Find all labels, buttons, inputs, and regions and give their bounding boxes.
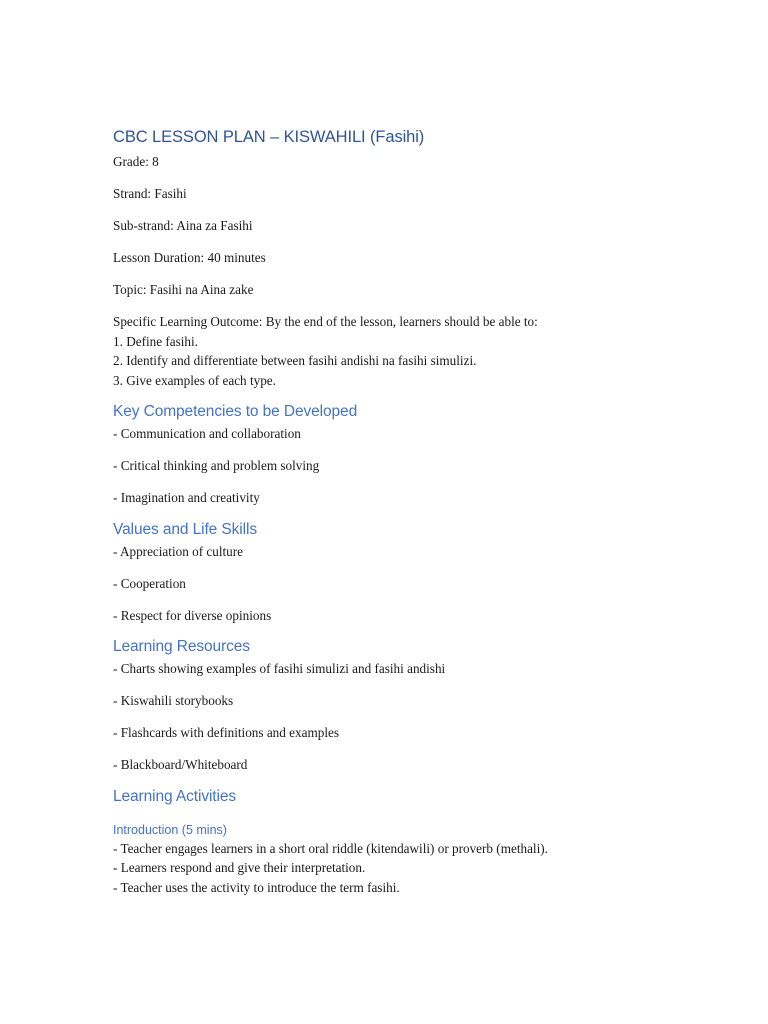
resource-item: - Charts showing examples of fasihi simulizi and fasihi andishi [113, 661, 446, 676]
grade-line: Grade: 8 [113, 154, 159, 169]
values-heading: Values and Life Skills [113, 520, 257, 538]
outcome-item: 3. Give examples of each type. [113, 372, 276, 388]
resource-item: - Blackboard/Whiteboard [113, 757, 248, 772]
resources-heading: Learning Resources [113, 638, 250, 655]
value-item: - Cooperation [113, 575, 186, 591]
sub-strand-line: Sub-strand: Aina za Fasihi [113, 218, 253, 233]
outcome-item: 2. Identify and differentiate between fasihi andishi na fasihi simulizi. [113, 353, 477, 368]
resource-item: - Flashcards with definitions and examples [113, 725, 339, 740]
outcome-intro: Specific Learning Outcome: By the end of the lesson, learners should be able to: [113, 314, 538, 329]
resource-item: - Kiswahili storybooks [113, 693, 234, 708]
introduction-heading: Introduction (5 mins) [113, 822, 227, 837]
topic-line: Topic: Fasihi na Aina zake [113, 282, 254, 297]
introduction-item: - Teacher uses the activity to introduce the term fasihi. [113, 879, 400, 895]
activities-heading: Learning Activities [113, 787, 237, 805]
introduction-item: - Teacher engages learners in a short oral riddle (kitendawili) or proverb (methali). [113, 840, 548, 856]
value-item: - Respect for diverse opinions [113, 607, 272, 623]
competencies-heading: Key Competencies to be Developed [113, 403, 358, 420]
document-content [113, 120, 713, 897]
introduction-item: - Learners respond and give their interpretation. [113, 860, 366, 875]
competency-item: - Communication and collaboration [113, 426, 301, 441]
document-title: CBC LESSON PLAN – KISWAHILI (Fasihi) [113, 128, 425, 146]
competency-item: - Imagination and creativity [113, 490, 260, 505]
outcome-item: 1. Define fasihi. [113, 333, 198, 349]
duration-line: Lesson Duration: 40 minutes [113, 250, 266, 265]
strand-line: Strand: Fasihi [113, 186, 187, 201]
value-item: - Appreciation of culture [113, 543, 243, 559]
competency-item: - Critical thinking and problem solving [113, 458, 320, 473]
